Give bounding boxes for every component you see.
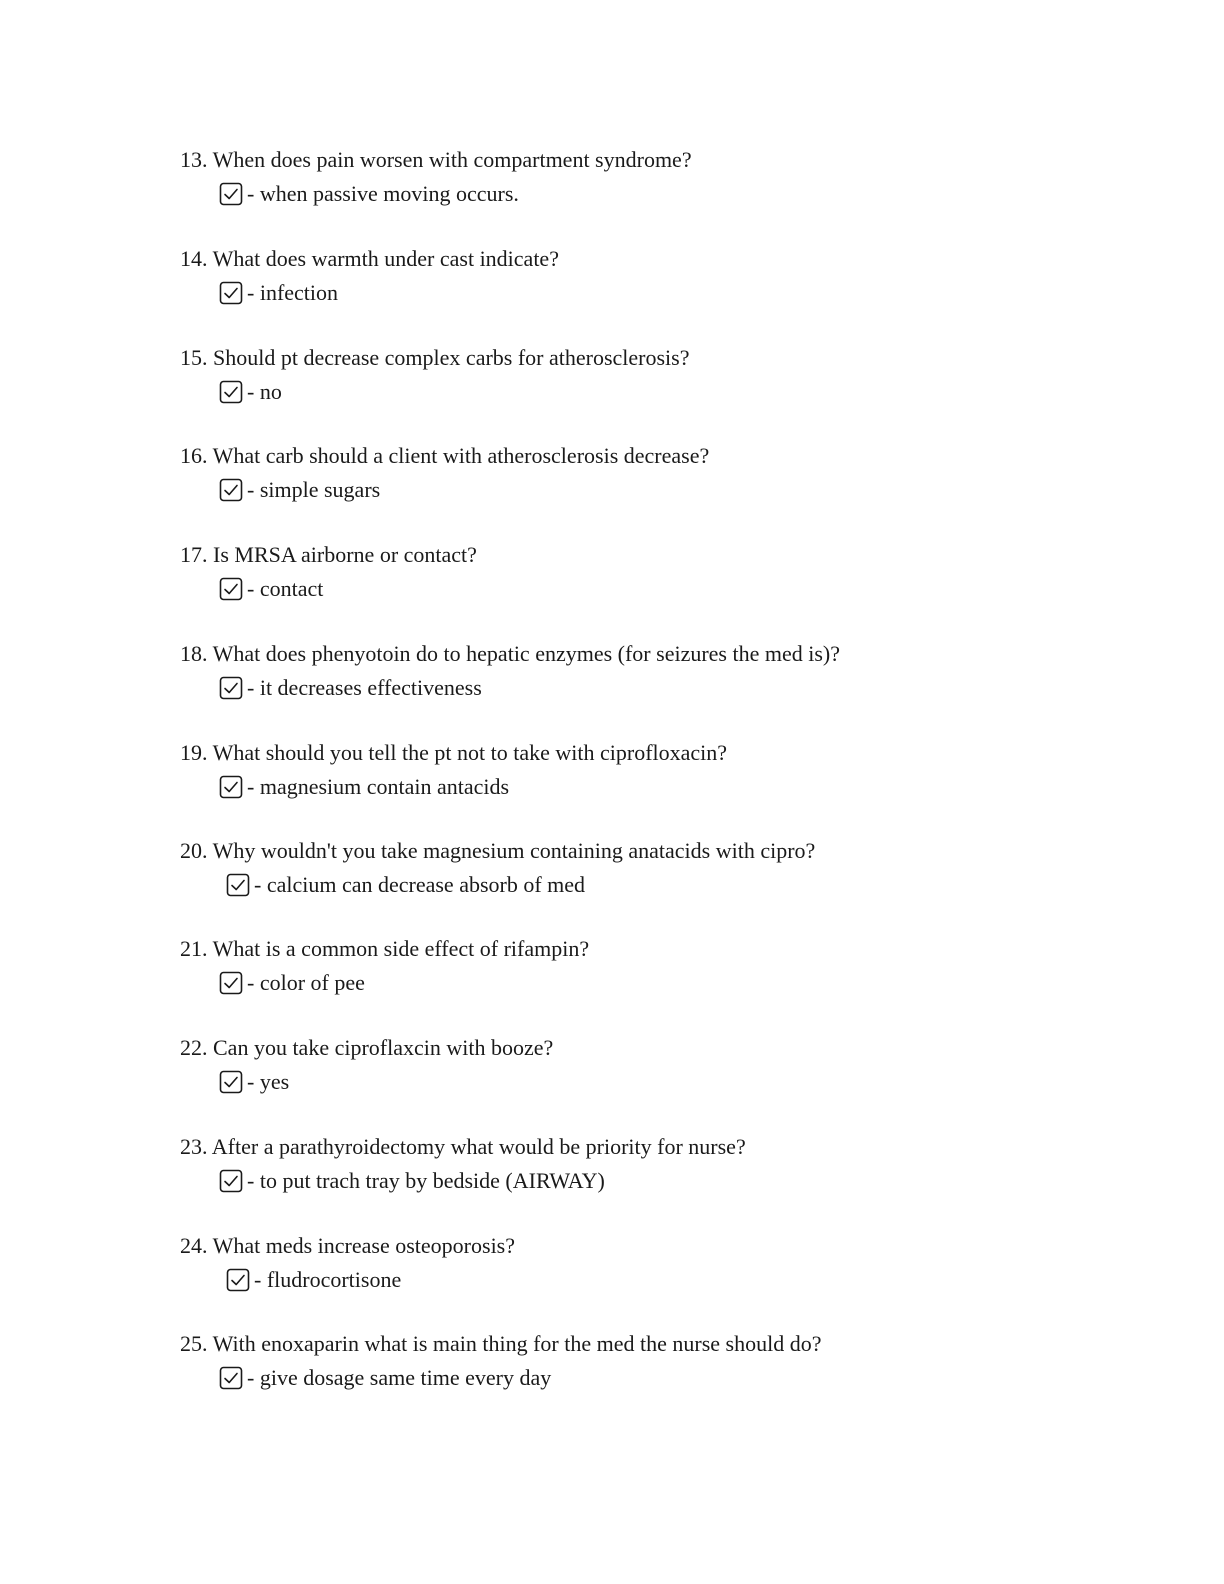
answer-text: - infection — [247, 280, 339, 305]
answer-row — [219, 1069, 289, 1095]
checkbox-checked-icon — [219, 577, 243, 601]
answer-row — [219, 379, 282, 405]
checkbox-checked-icon — [226, 873, 250, 897]
answer-row — [219, 181, 519, 207]
answer-row — [226, 872, 585, 898]
qa-item — [0, 1331, 1224, 1421]
question-text: 18. What does phenyotoin do to hepatic enzymes (for seizures the med is)? — [180, 641, 841, 666]
qa-item — [0, 246, 1224, 336]
answer-row — [219, 280, 338, 306]
qa-item — [0, 1134, 1224, 1224]
checkbox-checked-icon — [219, 676, 243, 700]
answer-text: - it decreases effectiveness — [247, 675, 482, 700]
qa-item — [0, 838, 1224, 928]
checkbox-checked-icon — [219, 775, 243, 799]
qa-item — [0, 740, 1224, 830]
qa-item — [0, 542, 1224, 632]
answer-text: - to put trach tray by bedside (AIRWAY) — [247, 1168, 605, 1193]
question-text: 20. Why wouldn't you take magnesium containing anatacids with cipro? — [180, 838, 816, 863]
checkbox-checked-icon — [219, 182, 243, 206]
answer-text: - fludrocortisone — [254, 1267, 402, 1292]
question-text: 21. What is a common side effect of rifampin? — [180, 936, 590, 961]
qa-item — [0, 1233, 1224, 1323]
answer-text: - give dosage same time every day — [247, 1365, 552, 1390]
question-text: 17. Is MRSA airborne or contact? — [180, 542, 477, 567]
answer-text: - simple sugars — [247, 477, 381, 502]
question-text: 23. After a parathyroidectomy what would be priority for nurse? — [180, 1134, 746, 1159]
qa-item — [0, 443, 1224, 533]
answer-text: - magnesium contain antacids — [247, 774, 510, 799]
checkbox-checked-icon — [226, 1268, 250, 1292]
qa-item — [0, 147, 1224, 237]
checkbox-checked-icon — [219, 380, 243, 404]
checkbox-checked-icon — [219, 971, 243, 995]
answer-text: - calcium can decrease absorb of med — [254, 872, 586, 897]
answer-row — [219, 675, 482, 701]
question-text: 15. Should pt decrease complex carbs for atherosclerosis? — [180, 345, 690, 370]
question-text: 25. With enoxaparin what is main thing for the med the nurse should do? — [180, 1331, 822, 1356]
answer-row — [226, 1267, 401, 1293]
question-text: 22. Can you take ciproflaxcin with booze? — [180, 1035, 554, 1060]
question-text: 13. When does pain worsen with compartment syndrome? — [180, 147, 692, 172]
checkbox-checked-icon — [219, 1366, 243, 1390]
question-text: 16. What carb should a client with atherosclerosis decrease? — [180, 443, 710, 468]
checkbox-checked-icon — [219, 281, 243, 305]
checkbox-checked-icon — [219, 1169, 243, 1193]
checkbox-checked-icon — [219, 1070, 243, 1094]
answer-row — [219, 477, 380, 503]
answer-row — [219, 774, 509, 800]
answer-row — [219, 970, 365, 996]
answer-text: - no — [247, 379, 282, 404]
answer-text: - when passive moving occurs. — [247, 181, 519, 206]
answer-row — [219, 1365, 551, 1391]
answer-text: - contact — [247, 576, 324, 601]
checkbox-checked-icon — [219, 478, 243, 502]
answer-row — [219, 576, 323, 602]
qa-item — [0, 1035, 1224, 1125]
question-text: 14. What does warmth under cast indicate? — [180, 246, 559, 271]
qa-item — [0, 345, 1224, 435]
qa-item — [0, 641, 1224, 731]
answer-row — [219, 1168, 605, 1194]
question-text: 24. What meds increase osteoporosis? — [180, 1233, 516, 1258]
qa-item — [0, 936, 1224, 1026]
question-text: 19. What should you tell the pt not to take with ciprofloxacin? — [180, 740, 728, 765]
answer-text: - yes — [247, 1069, 290, 1094]
answer-text: - color of pee — [247, 970, 365, 995]
